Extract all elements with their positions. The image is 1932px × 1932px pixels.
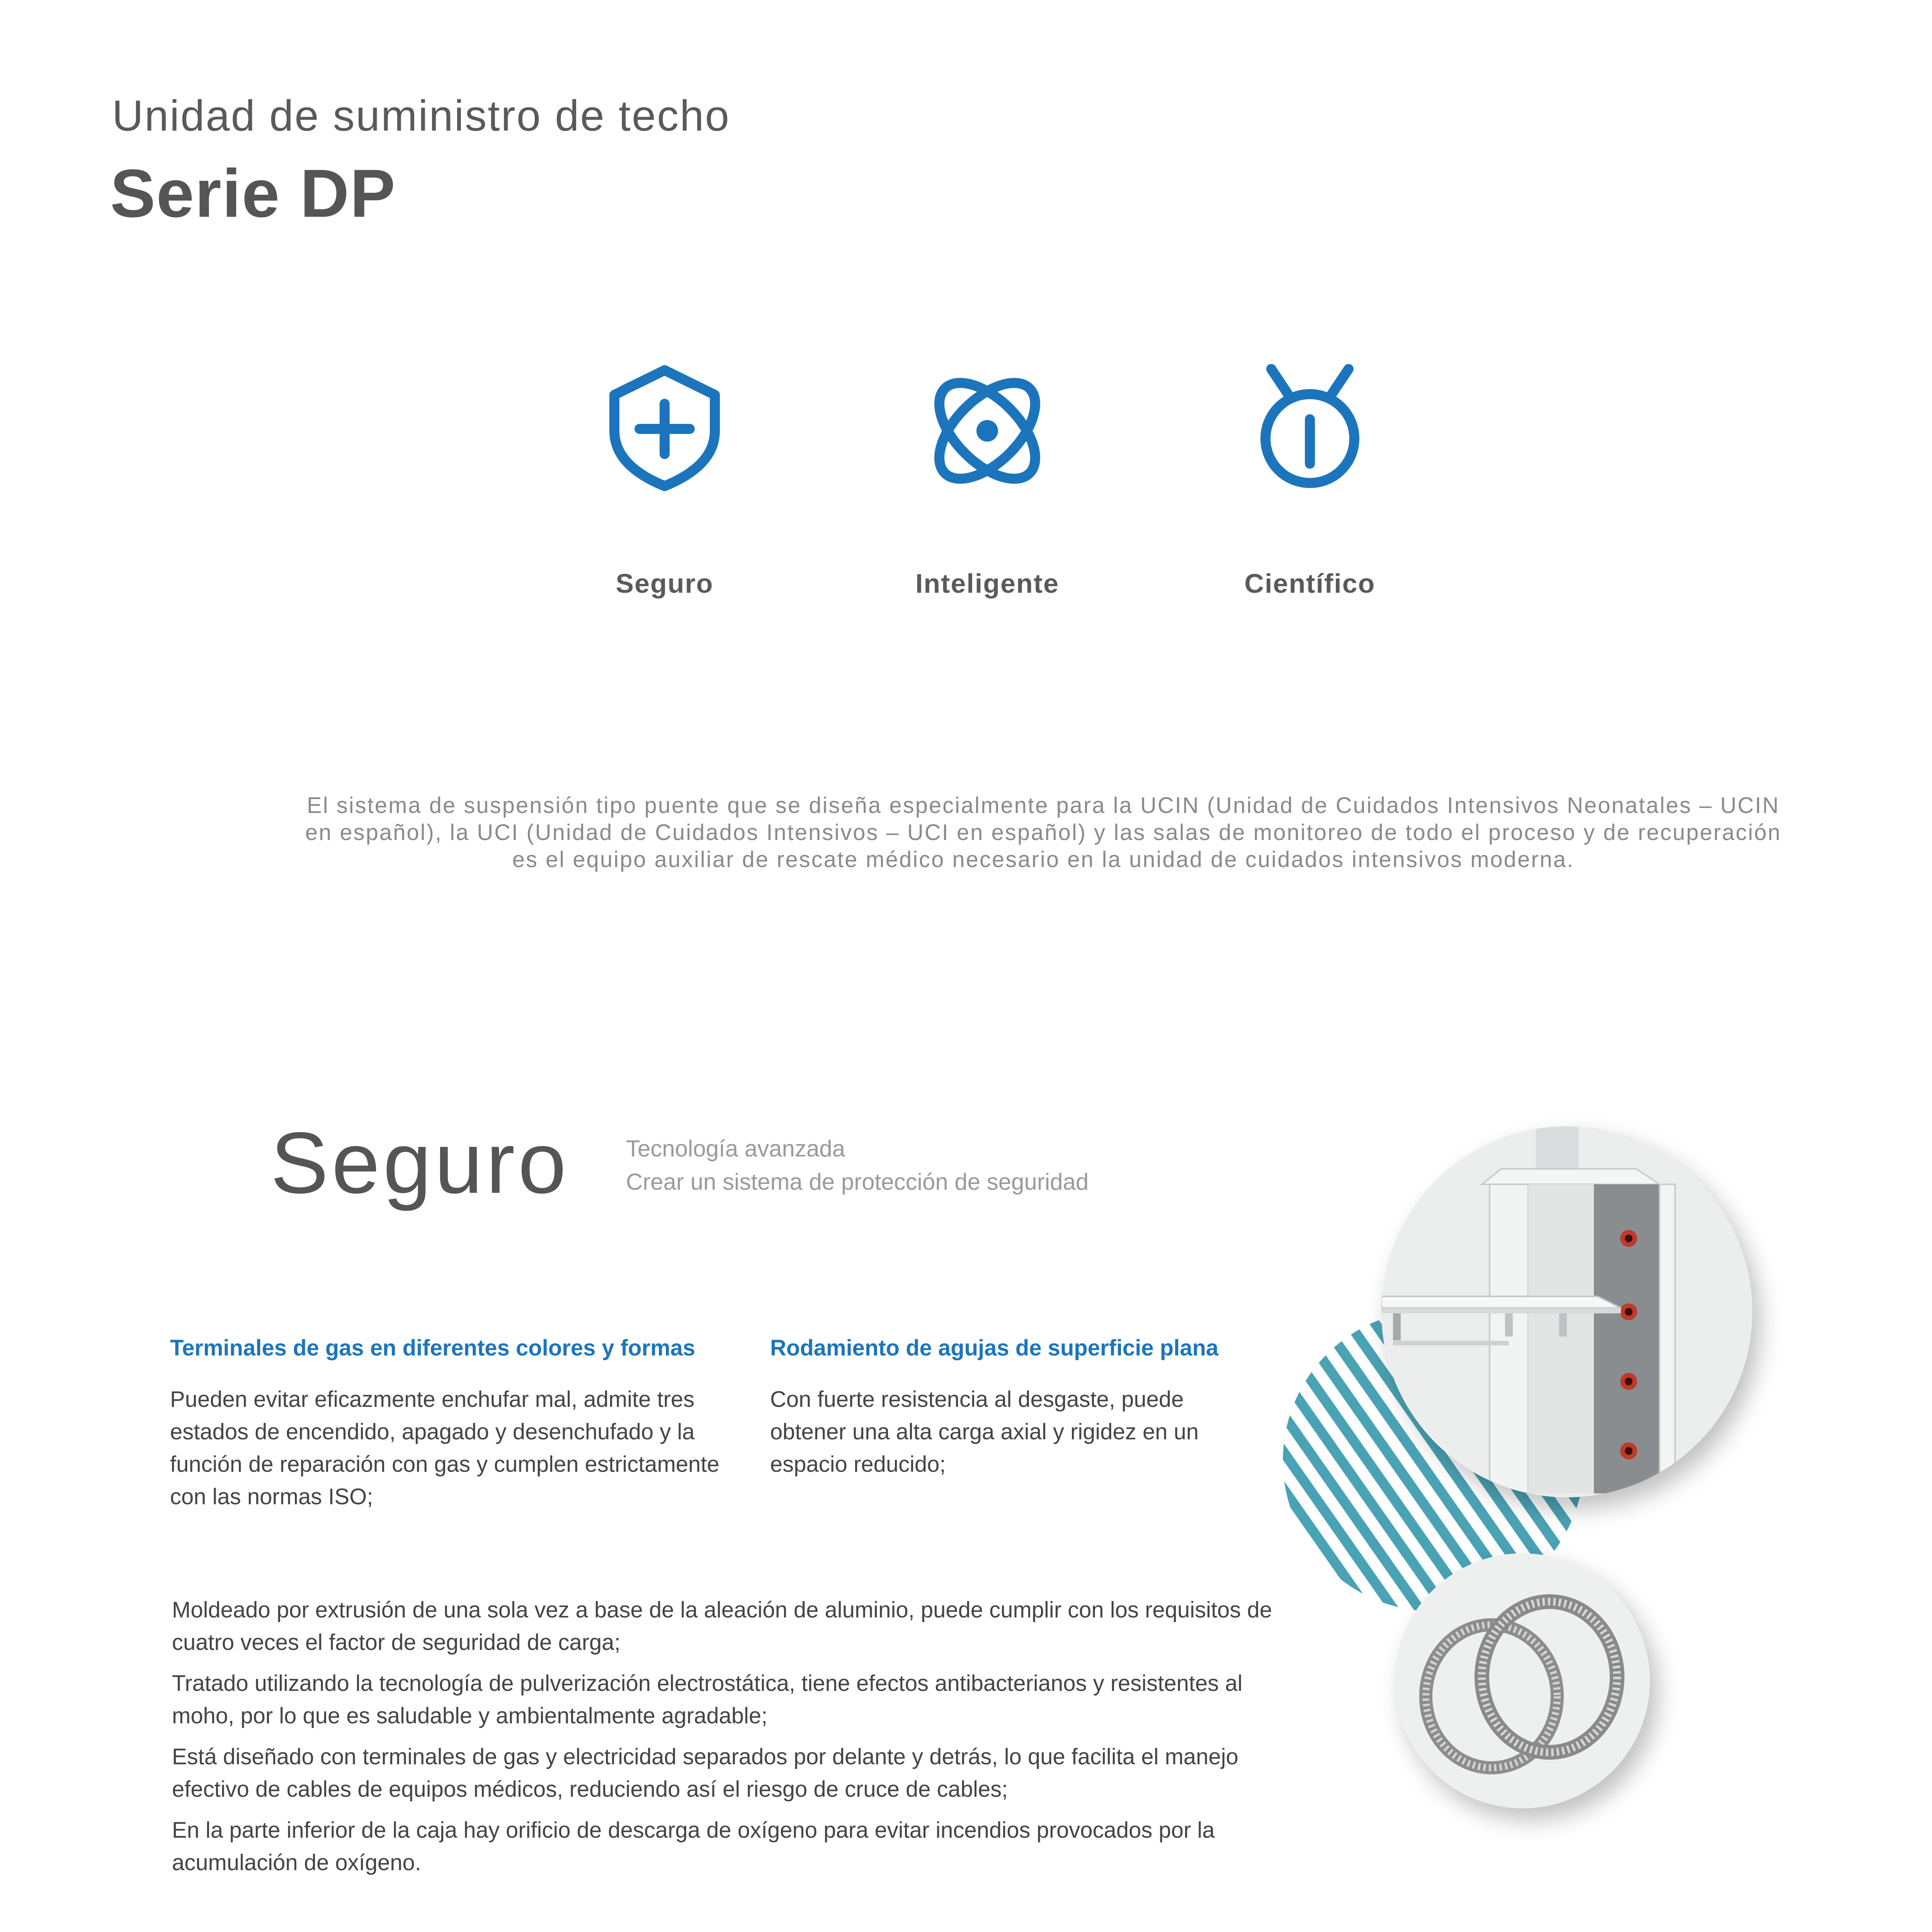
- atom-orbit-icon: [925, 367, 1049, 498]
- block-body-needle-bearing: Con fuerte resistencia al desgaste, puede obtener una alta carga axial y rigidez en un espacio reducido;: [770, 1387, 1199, 1477]
- bullet-item: En la parte inferior de la caja hay orificio de descarga de oxígeno para evitar incendios provocados por la acumulación de oxígeno.: [172, 1818, 1215, 1875]
- block-body-gas-terminals: Pueden evitar eficazmente enchufar mal, admite tres estados de encendido, apagado y desenchufado y la función de reparación con gas y cumplen estrictamente con las normas ISO;: [170, 1387, 719, 1509]
- needle-bearing-image: [1395, 1553, 1650, 1808]
- page-title: Serie DP: [110, 156, 396, 231]
- section-tagline-line-2: Crear un sistema de protección de seguridad: [626, 1169, 1089, 1195]
- section-title: Seguro: [270, 1114, 570, 1211]
- feature-bullet-list: [172, 1594, 1293, 1888]
- intro-paragraph: El sistema de suspensión tipo puente que se diseña especialmente para la UCIN (Unidad de Cuidados Intensivos Neonatales – UCIN en español), la UCI (Unidad de Cuidados Intensivos – UCI en español) y las salas de monitoreo de todo el proceso y de recuperación es el equipo auxiliar de rescate médico necesario en la unidad de cuidados intensivos moderna.: [305, 793, 1782, 872]
- block-heading-gas-terminals: Terminales de gas en diferentes colores y formas: [170, 1335, 696, 1361]
- pendant-column-image: [1381, 1126, 1752, 1497]
- power-button-icon: [1248, 361, 1372, 493]
- section-tagline: [626, 1132, 1088, 1199]
- section-tagline-line-1: Tecnología avanzada: [626, 1136, 845, 1162]
- shield-plus-icon: [603, 363, 726, 495]
- bullet-item: Moldeado por extrusión de una sola vez a base de la aleación de aluminio, puede cumplir con los requisitos de cuatro veces el factor de seguridad de carga;: [172, 1597, 1272, 1655]
- page-subtitle: Unidad de suministro de techo: [112, 92, 730, 140]
- feature-label-inteligente: Inteligente: [915, 568, 1060, 599]
- feature-label-cientifico: Científico: [1244, 568, 1376, 599]
- bullet-item: Está diseñado con terminales de gas y electricidad separados por delante y detrás, lo que facilita el manejo efectivo de cables de equipos médicos, reduciendo así el riesgo de cruce de cables;: [172, 1744, 1238, 1802]
- feature-label-seguro: Seguro: [616, 568, 714, 599]
- bullet-item: Tratado utilizando la tecnología de pulverización electrostática, tiene efectos antibacterianos y resistentes al moho, por lo que es saludable y ambientalmente agradable;: [172, 1671, 1243, 1728]
- block-heading-needle-bearing: Rodamiento de agujas de superficie plana: [770, 1335, 1219, 1361]
